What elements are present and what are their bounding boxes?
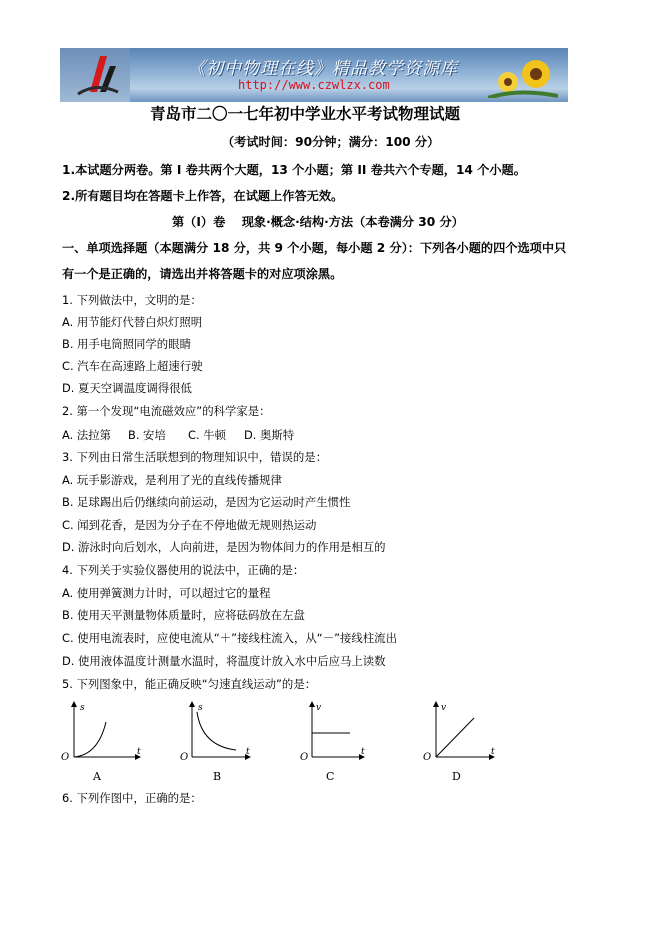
question-4-stem: 4. 下列关于实验仪器使用的说法中，正确的是： bbox=[62, 563, 305, 577]
question-2-option-b: B. 安培 bbox=[128, 428, 166, 442]
question-3-option-b: B. 足球踢出后仍继续向前运动，是因为它运动时产生惯性 bbox=[62, 495, 351, 509]
header-banner bbox=[60, 48, 568, 102]
graph-d-label: D bbox=[452, 770, 461, 783]
graph-c-label: C bbox=[326, 770, 335, 783]
question-4-option-d: D. 使用液体温度计测量水温时，将温度计放入水中后应马上读数 bbox=[62, 654, 386, 668]
question-2-stem: 2. 第一个发现“电流磁效应”的科学家是： bbox=[62, 404, 271, 418]
question-4-option-b: B. 使用天平测量物体质量时，应将砝码放在左盘 bbox=[62, 608, 305, 622]
graph-a-ylabel: s bbox=[80, 703, 85, 713]
graph-c-origin: O bbox=[300, 752, 309, 763]
question-1-option-d: D. 夏天空调温度调得很低 bbox=[62, 381, 192, 395]
graph-a-curve bbox=[74, 722, 106, 757]
graph-b-ylabel: s bbox=[198, 703, 203, 713]
question-3-stem: 3. 下列由日常生活联想到的物理知识中，错误的是： bbox=[62, 450, 328, 464]
banner-brand: 《初中物理在线》精品教学资源库 bbox=[188, 59, 458, 79]
question-5-stem: 5. 下列图象中，能正确反映“匀速直线运动”的是： bbox=[62, 677, 317, 691]
part1-heading: 第（I）卷 现象·概念·结构·方法（本卷满分 30 分） bbox=[172, 215, 464, 229]
question-1-option-a: A. 用节能灯代替白炽灯照明 bbox=[62, 315, 203, 329]
graph-b-origin: O bbox=[180, 752, 189, 763]
question-4-option-a: A. 使用弹簧测力计时，可以超过它的量程 bbox=[62, 586, 271, 600]
graph-a-xlabel: t bbox=[137, 747, 141, 757]
graph-d bbox=[420, 700, 510, 785]
logo-icon bbox=[60, 48, 130, 102]
question-2-option-a: A. 法拉第 bbox=[62, 428, 112, 442]
graph-a-label: A bbox=[93, 770, 101, 783]
graph-a bbox=[58, 700, 148, 785]
graph-c-ylabel: v bbox=[316, 703, 322, 713]
exam-note-2: 2.所有题目均在答题卡上作答，在试题上作答无效。 bbox=[62, 189, 344, 203]
graph-d-xlabel: t bbox=[491, 747, 495, 757]
graph-b-curve bbox=[197, 712, 236, 750]
question-1-option-b: B. 用手电筒照同学的眼睛 bbox=[62, 337, 191, 351]
question-3-option-d: D. 游泳时向后划水，人向前进，是因为物体间力的作用是相互的 bbox=[62, 540, 386, 554]
graph-d-ylabel: v bbox=[441, 703, 447, 713]
graph-c bbox=[300, 700, 380, 785]
section1-instructions-line2: 有一个是正确的，请选出并将答题卡的对应项涂黑。 bbox=[62, 267, 343, 281]
question-2-option-c: C. 牛顿 bbox=[188, 428, 226, 442]
exam-note-1: 1.本试题分两卷。第 I 卷共两个大题，13 个小题；第 II 卷共六个专题，14 个小题。 bbox=[62, 163, 526, 177]
banner-url[interactable]: http://www.czwlzx.com bbox=[238, 78, 390, 92]
question-3-option-c: C. 闻到花香，是因为分子在不停地做无规则热运动 bbox=[62, 518, 317, 532]
exam-title: 青岛市二〇一七年初中学业水平考试物理试题 bbox=[150, 104, 461, 123]
question-4-option-c: C. 使用电流表时，应使电流从“＋”接线柱流入，从“－”接线柱流出 bbox=[62, 631, 397, 645]
graph-c-xlabel: t bbox=[361, 747, 365, 757]
graph-b bbox=[180, 700, 270, 785]
section1-instructions-line1: 一、单项选择题（本题满分 18 分，共 9 个小题，每小题 2 分）：下列各小题的四个选项中只 bbox=[62, 241, 567, 255]
graph-b-xlabel: t bbox=[246, 747, 250, 757]
sunflower-icon bbox=[488, 52, 558, 98]
site-logo bbox=[60, 48, 130, 102]
graph-d-origin: O bbox=[423, 752, 432, 763]
graph-d-line bbox=[436, 718, 474, 757]
question-6-stem: 6. 下列作图中，正确的是： bbox=[62, 791, 202, 805]
question-3-option-a: A. 玩手影游戏，是利用了光的直线传播规律 bbox=[62, 473, 282, 487]
question-1-stem: 1. 下列做法中，文明的是： bbox=[62, 293, 202, 307]
exam-time-info: （考试时间：90分钟；满分：100 分） bbox=[222, 135, 440, 149]
question-1-option-c: C. 汽车在高速路上超速行驶 bbox=[62, 359, 203, 373]
question-2-option-d: D. 奥斯特 bbox=[244, 428, 295, 442]
graph-b-label: B bbox=[213, 770, 222, 783]
graph-a-origin: O bbox=[61, 752, 70, 763]
